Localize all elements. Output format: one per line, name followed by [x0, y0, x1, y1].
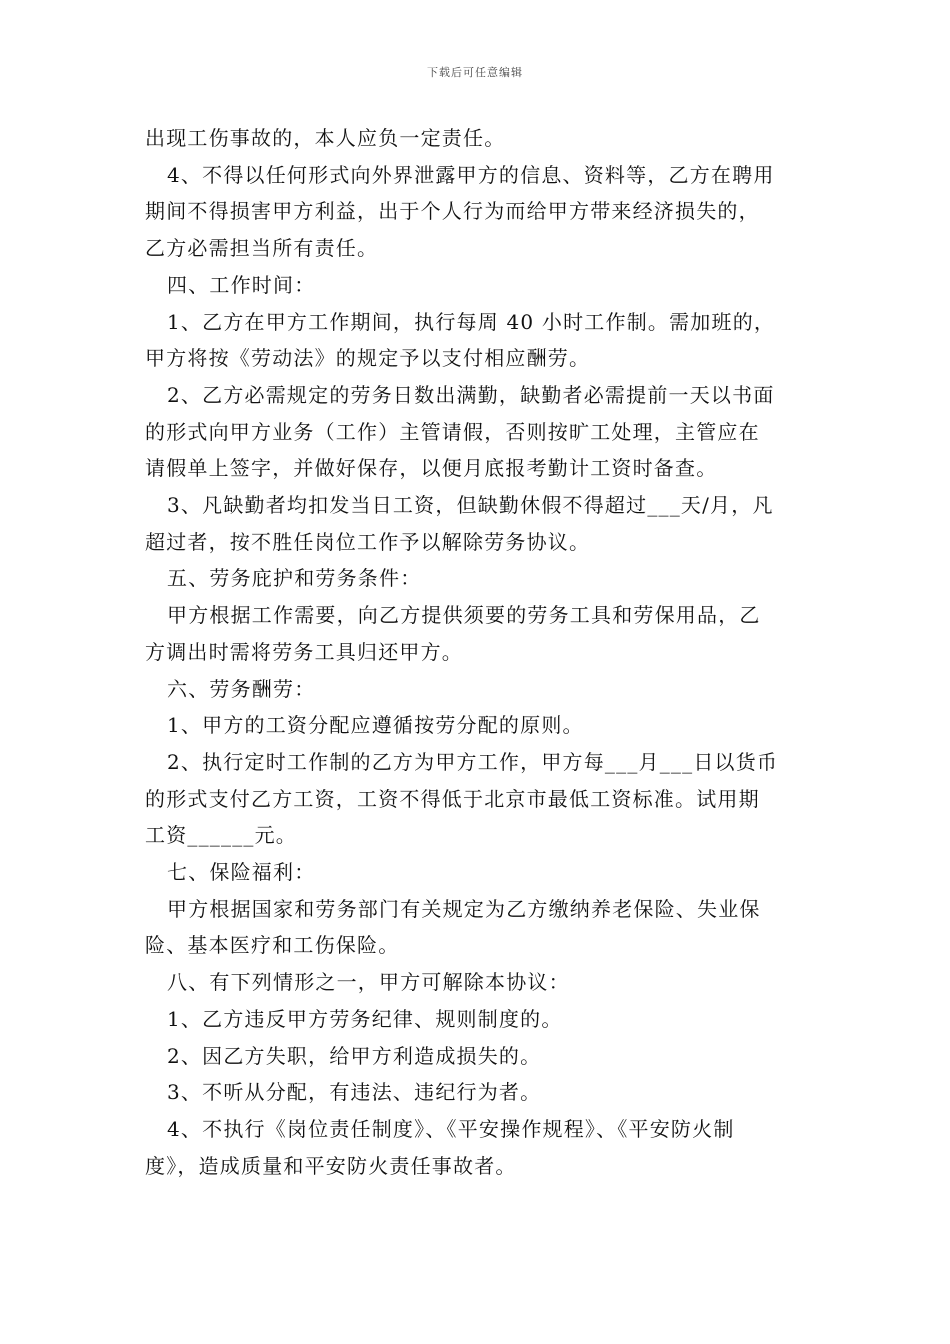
text-line: 甲方根据工作需要，向乙方提供须要的劳务工具和劳保用品，乙	[167, 603, 761, 628]
text-line: 1、乙方在甲方工作期间，执行每周 40 小时工作制。需加班的，	[167, 309, 776, 334]
text-line: 工资______元。	[145, 823, 297, 848]
section-heading: 六、劳务酬劳：	[167, 676, 316, 701]
document-body	[145, 120, 810, 1184]
text-line: 3、凡缺勤者均扣发当日工资，但缺勤休假不得超过___天/月，凡	[167, 493, 774, 518]
text-line: 甲方将按《劳动法》的规定予以支付相应酬劳。	[145, 346, 591, 371]
text-line: 4、不执行《岗位责任制度》、《平安操作规程》、《平安防火制	[167, 1116, 735, 1141]
section-heading: 五、劳务庇护和劳务条件：	[167, 566, 422, 591]
text-line: 1、甲方的工资分配应遵循按劳分配的原则。	[167, 713, 584, 738]
text-line: 4、不得以任何形式向外界泄露甲方的信息、资料等，乙方在聘用	[167, 162, 775, 187]
page-header-note: 下载后可任意编辑	[427, 66, 523, 79]
text-line: 期间不得损害甲方利益，出于个人行为而给甲方带来经济损失的，	[145, 199, 760, 224]
text-line: 度》，造成质量和平安防火责任事故者。	[145, 1153, 517, 1178]
section-heading: 四、工作时间：	[167, 272, 316, 297]
text-line: 的形式支付乙方工资，工资不得低于北京市最低工资标准。试用期	[145, 786, 760, 811]
text-line: 出现工伤事故的，本人应负一定责任。	[145, 126, 506, 150]
text-line: 超过者，按不胜任岗位工作予以解除劳务协议。	[145, 529, 591, 554]
text-line: 3、不听从分配，有违法、违纪行为者。	[167, 1080, 542, 1105]
section-heading: 八、有下列情形之一，甲方可解除本协议：	[167, 970, 570, 995]
text-line: 2、执行定时工作制的乙方为甲方工作，甲方每___月___日以货币	[167, 749, 779, 774]
text-line: 乙方必需担当所有责任。	[145, 236, 379, 261]
text-line: 1、乙方违反甲方劳务纪律、规则制度的。	[167, 1006, 563, 1031]
section-heading: 七、保险福利：	[167, 860, 316, 885]
text-line: 方调出时需将劳务工具归还甲方。	[145, 639, 463, 664]
text-line: 请假单上签字，并做好保存，以便月底报考勤计工资时备查。	[145, 456, 718, 481]
text-line: 2、因乙方失职，给甲方利造成损失的。	[167, 1043, 542, 1068]
text-line: 甲方根据国家和劳务部门有关规定为乙方缴纳养老保险、失业保	[167, 896, 761, 921]
text-line: 的形式向甲方业务（工作）主管请假，否则按旷工处理，主管应在	[145, 419, 760, 444]
text-line: 险、基本医疗和工伤保险。	[145, 933, 400, 958]
text-line: 2、乙方必需规定的劳务日数出满勤，缺勤者必需提前一天以书面	[167, 382, 775, 407]
